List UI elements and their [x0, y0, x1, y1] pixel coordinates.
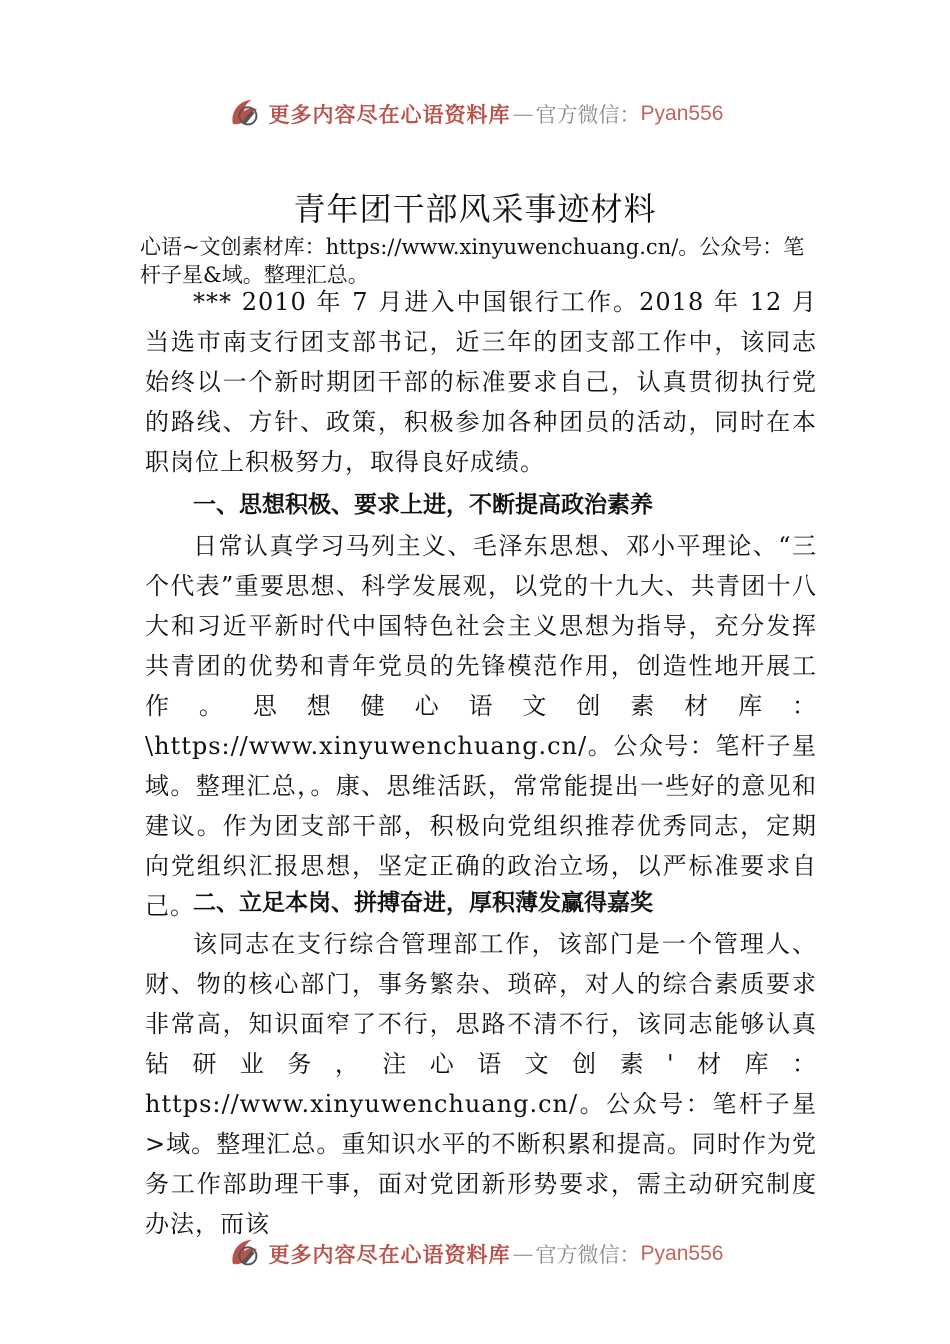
intro-paragraph: *** 2010 年 7 月进入中国银行工作。2018 年 12 月当选市南支行团支部书记，近三年的团支部工作中，该同志始终以一个新时期团干部的标准要求自己，认真贯彻执行党的路线、方针、政策，积极参加各种团员的活动，同时在本职岗位上积极努力，取得良好成绩。 — [145, 288, 817, 476]
wechat-label: 官方微信： — [535, 103, 641, 127]
library-text: 更多内容尽在心语资料库 — [268, 1242, 511, 1267]
wechat-id: Pyan556 — [640, 102, 724, 125]
banner-dash: — — [512, 1242, 534, 1266]
section1-paragraph: 日常认真学习马列主义、毛泽东思想、邓小平理论、“三个代表”重要思想、科学发展观，以党的十九大、共青团十八大和习近平新时代中国特色社会主义思想为指导，充分发挥共青团的优势和青年党员的先锋模范作用，创造性地开展工作。思想健心语文创素材库：\https://www.xinyuwenchuang.cn/。公众号：笔杆子星域。整理汇总，。康、思维活跃，常常能提出一些好的意见和建议。作为团支部干部，积极向党组织推荐优秀同志，定期向党组织汇报思想，坚定正确的政治立场，以严标准要求自己。 — [145, 532, 817, 920]
banner-dash: — — [512, 102, 534, 126]
footer-banner — [0, 1232, 950, 1276]
header-banner — [0, 92, 950, 136]
pen-nib-logo-icon — [227, 95, 265, 133]
pen-nib-logo-icon — [227, 1235, 265, 1273]
source-note: 心语~文创素材库：https://www.xinyuwenchuang.cn/。公众号：笔杆子星&域。整理汇总。 — [140, 235, 805, 287]
section2-paragraph: 该同志在支行综合管理部工作，该部门是一个管理人、财、物的核心部门，事务繁杂、琐碎，对人的综合素质要求非常高，知识面窄了不行，思路不清不行，该同志能够认真钻研业务，注心语文创素'材库：https://www.xinyuwenchuang.cn/。公众号：笔杆子星>域。整理汇总。重知识水平的不断积累和提高。同时作为党务工作部助理干事，面对党团新形势要求，需主动研究制度办法，而该 — [145, 930, 817, 1238]
section2-heading: 二、立足本岗、拼搏奋进，厚积薄发赢得嘉奖 — [193, 890, 653, 916]
wechat-label: 官方微信： — [535, 1243, 641, 1267]
document-title: 青年团干部风采事迹材料 — [293, 190, 657, 228]
wechat-id: Pyan556 — [640, 1242, 724, 1265]
section1-heading: 一、思想积极、要求上进，不断提高政治素养 — [193, 492, 653, 518]
library-text: 更多内容尽在心语资料库 — [268, 102, 511, 127]
